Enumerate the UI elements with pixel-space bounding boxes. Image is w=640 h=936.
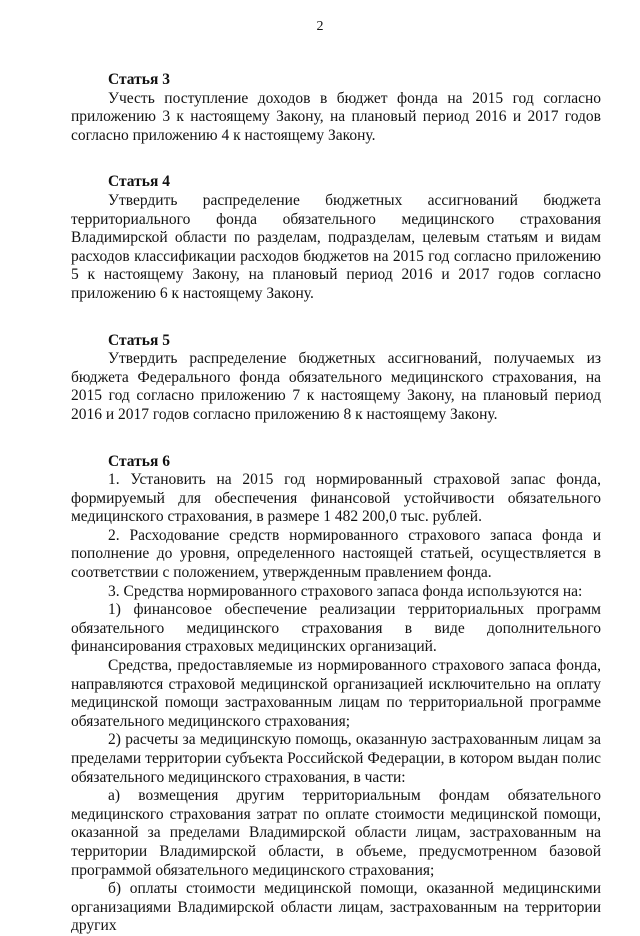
article-3 (71, 71, 601, 145)
article-paragraph: 1) финансовое обеспечение реализации территориальных программ обязательного медицинского страхования в виде дополнительного финансирования страховых медицинских организаций. (71, 601, 601, 656)
document-body (71, 71, 601, 936)
article-title: Статья 6 (108, 452, 170, 470)
article-paragraph: 3. Средства нормированного страхового запаса фонда используются на: (108, 582, 583, 600)
article-paragraph: 1. Установить на 2015 год нормированный страховой запас фонда, формируемый для обеспечения финансовой устойчивости обязательного медицинского страхования, в размере 1 482 200,0 тыс. рублей. (71, 471, 601, 526)
article-paragraph: 2) расчеты за медицинскую помощь, оказанную застрахованным лицам за пределами территории субъекта Российской Федерации, в котором выдан полис обязательного медицинского страхования, в части: (71, 731, 601, 786)
article-paragraph: Утвердить распределение бюджетных ассигнований, получаемых из бюджета Федерального фонда обязательного медицинского страхования, на 2015 год согласно приложению 7 к настоящему Закону, на плановый период 2016 и 2017 годов согласно приложению 8 к настоящему Закону. (71, 350, 601, 423)
article-paragraph: Средства, предоставляемые из нормированного страхового запаса фонда, направляются страховой медицинской организацией исключительно на оплату медицинской помощи застрахованным лицам по территориальной программе обязательного медицинского страхования; (71, 657, 601, 730)
article-paragraph: Учесть поступление доходов в бюджет фонда на 2015 год согласно приложению 3 к настоящему Закону, на плановый период 2016 и 2017 годов согласно приложению 4 к настоящему Закону. (71, 89, 601, 144)
article-4 (71, 173, 601, 303)
article-title: Статья 3 (108, 71, 170, 88)
page-number: 2 (316, 19, 324, 34)
article-paragraph: 2. Расходование средств нормированного страхового запаса фонда и пополнение до уровня, определенного настоящей статьей, осуществляется в соответствии с положением, утвержденным правлением фонда. (71, 526, 601, 582)
article-6 (71, 453, 601, 936)
article-paragraph: б) оплаты стоимости медицинской помощи, оказанной медицинскими организациями Владимирской области лицам, застрахованным на территории других (71, 880, 601, 935)
article-paragraph: Утвердить распределение бюджетных ассигнований бюджета территориального фонда обязательного медицинского страхования Владимирской области по разделам, подразделам, целевым статьям и видам расходов классификации расходов бюджетов на 2015 год согласно приложению 5 к настоящему Закону, на плановый период 2016 и 2017 годов согласно приложению 6 к настоящему Закону. (71, 191, 601, 302)
article-title: Статья 4 (108, 173, 170, 191)
article-5 (71, 332, 601, 425)
article-title: Статья 5 (108, 331, 170, 349)
article-paragraph: а) возмещения другим территориальным фондам обязательного медицинского страхования затрат по оплате стоимости медицинской помощи, оказанной за пределами Владимирской области лицам, застрахованным на территории Владимирской области, в объеме, предусмотренном базовой программой обязательного медицинского страхования; (71, 787, 601, 879)
